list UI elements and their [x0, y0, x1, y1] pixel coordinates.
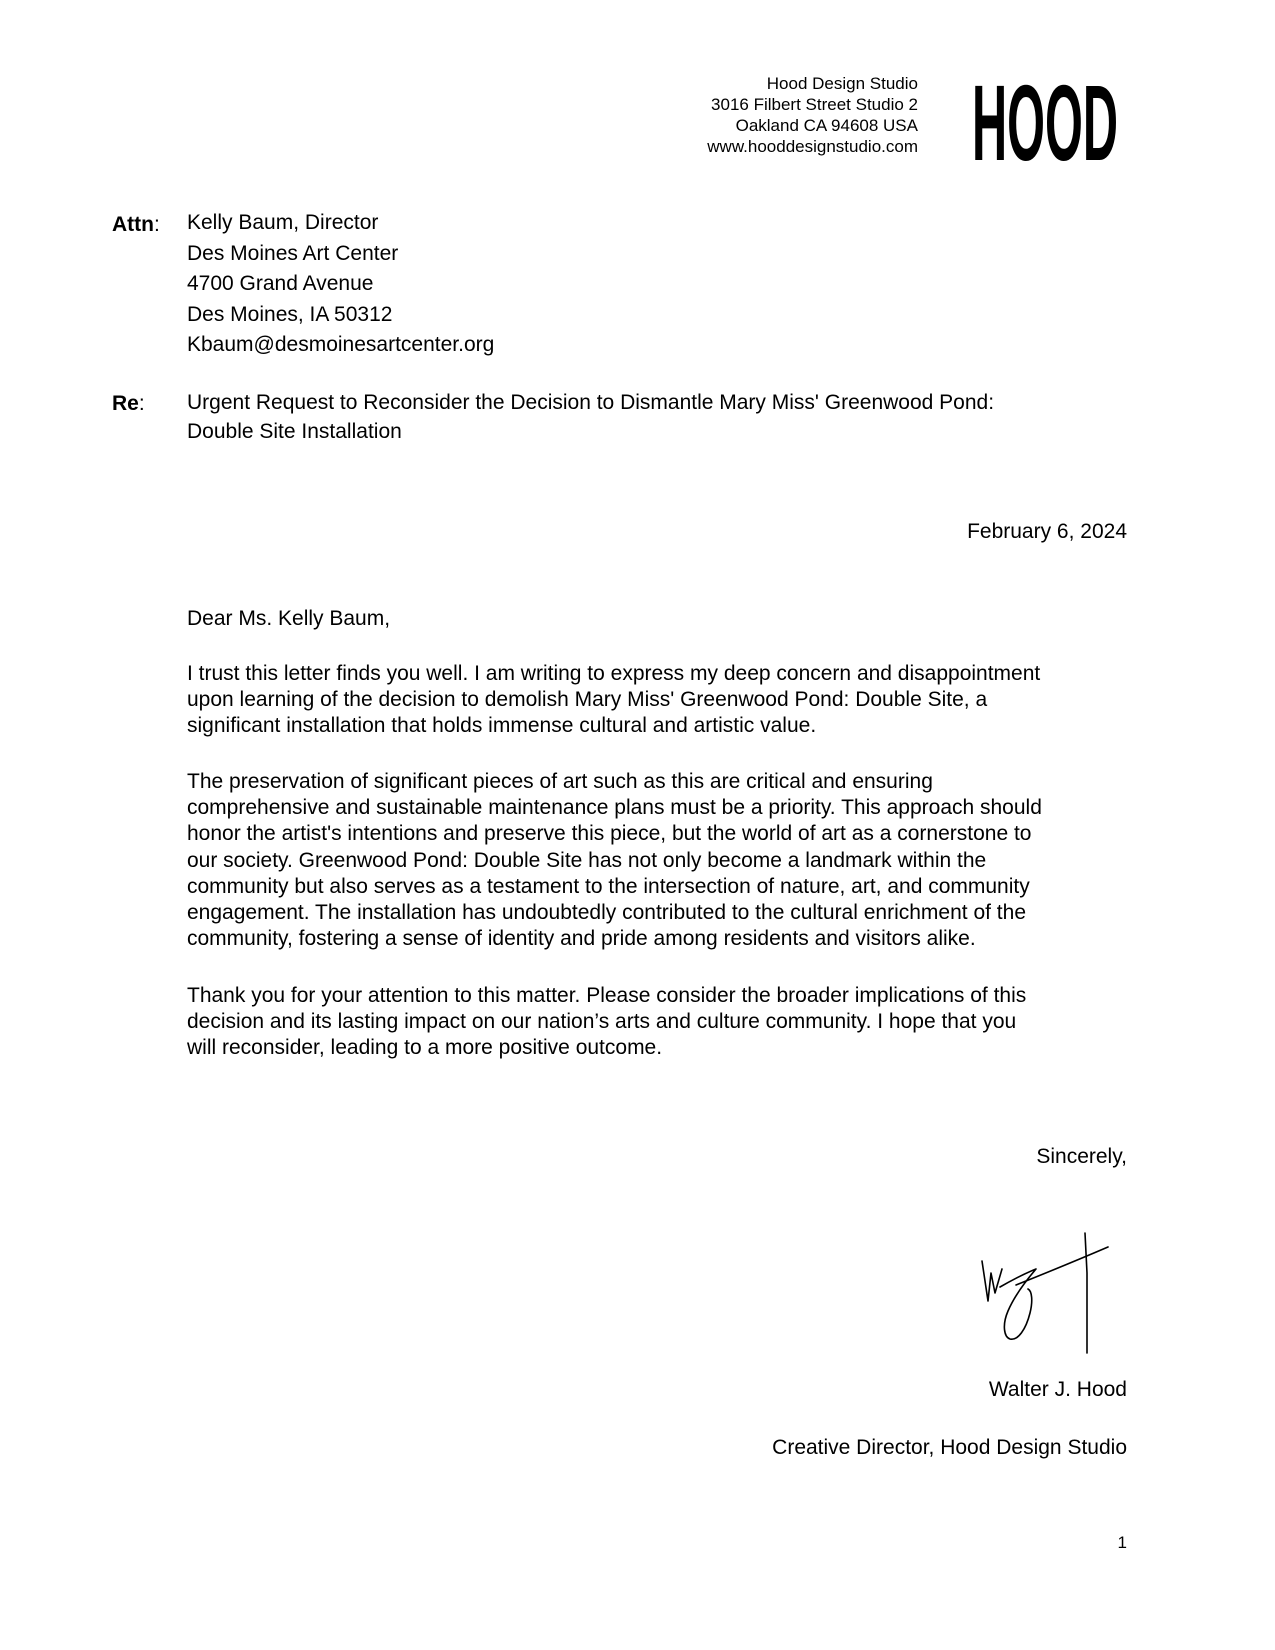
recipient-city: Des Moines, IA 50312 — [187, 302, 393, 326]
paragraph-line: comprehensive and sustainable maintenance plans must be a priority. This approach should — [187, 796, 1042, 820]
paragraph-line: will reconsider, leading to a more positive outcome. — [187, 1036, 663, 1060]
paragraph-line: engagement. The installation has undoubtedly contributed to the cultural enrichment of the — [187, 901, 1026, 925]
paragraph-line: community but also serves as a testament to the intersection of nature, art, and community — [187, 874, 1030, 898]
paragraph-line: significant installation that holds immense cultural and artistic value. — [187, 714, 817, 738]
letter-date: February 6, 2024 — [967, 520, 1127, 543]
paragraph-line: Thank you for your attention to this matter. Please consider the broader implications of this — [187, 984, 1027, 1007]
signer-title: Creative Director, Hood Design Studio — [772, 1436, 1127, 1459]
letterhead-address — [707, 73, 918, 157]
paragraph-line: honor the artist's intentions and preserve this piece, but the world of art as a cornerstone to — [187, 822, 1032, 846]
salutation-text: Dear Ms. Kelly Baum, — [187, 607, 391, 630]
paragraph-line: community, fostering a sense of identity and pride among residents and visitors alike. — [187, 927, 976, 951]
closing: Sincerely, — [1036, 1145, 1127, 1168]
city-state-zip: Oakland CA 94608 USA — [735, 116, 918, 135]
re-label-wrap: Re: — [112, 392, 145, 415]
paragraph-line: upon learning of the decision to demolish Mary Miss' Greenwood Pond: Double Site, a — [187, 688, 988, 712]
paragraph-line: decision and its lasting impact on our nation’s arts and culture community. I hope that you — [187, 1010, 1017, 1034]
salutation — [187, 606, 1127, 632]
subject-line-2: Double Site Installation — [187, 420, 402, 443]
body-paragraph-2 — [187, 769, 1127, 952]
recipient-address — [187, 208, 494, 361]
handwritten-signature — [980, 1233, 1120, 1363]
street-address: 3016 Filbert Street Studio 2 — [711, 95, 918, 114]
subject-line-1: Urgent Request to Reconsider the Decision to Dismantle Mary Miss' Greenwood Pond: — [187, 391, 995, 414]
signer-name: Walter J. Hood — [988, 1378, 1127, 1401]
attn-label-wrap: Attn: — [112, 213, 160, 236]
hood-logo — [972, 62, 1118, 183]
body-paragraph-3 — [187, 983, 1127, 1062]
attn-label: Attn — [112, 213, 154, 236]
studio-name: Hood Design Studio — [766, 74, 918, 93]
body-paragraph-1 — [187, 661, 1127, 740]
recipient-email[interactable]: Kbaum@desmoinesartcenter.org — [187, 333, 495, 356]
recipient-street: 4700 Grand Avenue — [187, 272, 374, 295]
recipient-name: Kelly Baum, Director — [187, 211, 379, 234]
website-link[interactable]: www.hooddesignstudio.com — [707, 137, 918, 156]
page-number: 1 — [1117, 1533, 1127, 1552]
recipient-org: Des Moines Art Center — [187, 241, 399, 265]
paragraph-line: our society. Greenwood Pond: Double Site has not only become a landmark within the — [187, 848, 987, 872]
re-label: Re — [112, 392, 139, 415]
logo-text: HOOD — [972, 62, 1118, 183]
paragraph-line: The preservation of significant pieces of art such as this are critical and ensuring — [187, 770, 933, 793]
paragraph-line: I trust this letter finds you well. I am writing to express my deep concern and disappointment — [187, 662, 1041, 685]
subject-line — [187, 388, 994, 446]
